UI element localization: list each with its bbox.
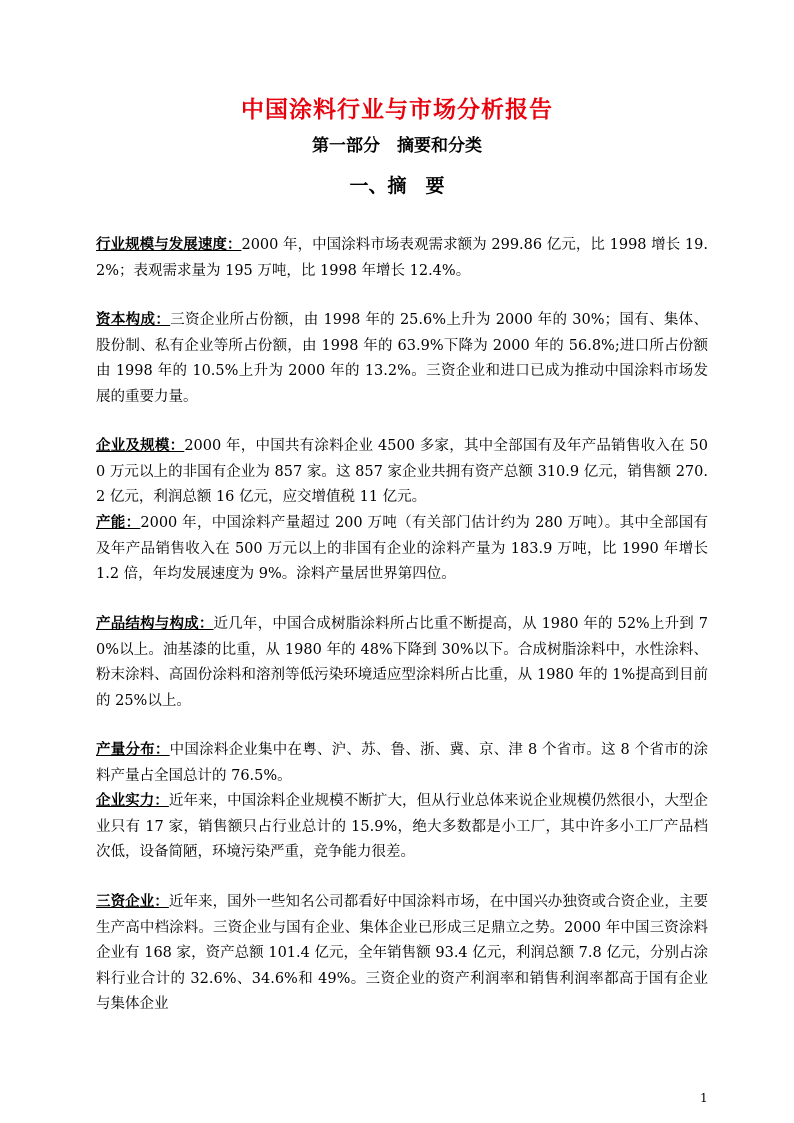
paragraph-foreign-enterprises [96, 889, 708, 1018]
paragraph-label: 产能： [96, 514, 141, 531]
paragraph-label: 企业实力： [96, 792, 169, 809]
paragraph-label: 行业规模与发展速度： [96, 236, 242, 253]
paragraph-text: 近年来，国外一些知名公司都看好中国涂料市场，在中国兴办独资或合资企业，主要生产高中档涂料。三资企业与国有企业、集体企业已形成三足鼎立之势。2000 年中国三资涂料企业有 168 家，资产总额 101.4 亿元，全年销售额 93.4 亿元，利润总额 7.8 亿元，分别占涂料行业合计的 32.6%、34.6%和 49%。三资企业的资产利润率和销售利润率都高于国有企业与集体企业 [96, 894, 709, 1012]
paragraph-capital-structure [96, 307, 708, 410]
paragraph-text: 近几年，中国合成树脂涂料所占比重不断提高，从 1980 年的 52%上升到 70%以上。油基漆的比重，从 1980 年的 48%下降到 30%以下。合成树脂涂料中，水性涂料、粉末涂料、高固份涂料和溶剂等低污染环境适应型涂料所占比重，从 1980 年的 1%提高到目前的 25%以上。 [96, 616, 708, 709]
paragraph-enterprise-strength [96, 788, 708, 866]
paragraph-text: 近年来，中国涂料企业规模不断扩大，但从行业总体来说企业规模仍然很小，大型企业只有 17 家，销售额只占行业总计的 15.9%，绝大多数都是小工厂，其中许多小工厂产品档次低，设备简陋，环境污染严重，竞争能力很差。 [96, 793, 709, 860]
page-number: 1 [700, 1091, 708, 1105]
paragraph-product-structure [96, 611, 708, 714]
paragraph-output-distribution [96, 737, 708, 789]
part-heading: 第一部分 摘要和分类 [312, 136, 482, 156]
paragraph-label: 企业及规模： [96, 437, 185, 454]
paragraph-text: 2000 年，中国涂料市场表观需求额为 299.86 亿元，比 1998 增长 19.2%；表观需求量为 195 万吨，比 1998 年增长 12.4%。 [96, 237, 708, 279]
paragraph-text: 2000 年，中国涂料产量超过 200 万吨（有关部门估计约为 280 万吨）。其中全部国有及年产品销售收入在 500 万元以上的非国有企业的涂料产量为 183.9 万吨，比 1990 年增长 1.2 倍，年均发展速度为 9%。涂料产量居世界第四位。 [96, 515, 709, 582]
section-heading: 一、摘 要 [349, 175, 445, 197]
paragraph-text: 三资企业所占份额，由 1998 年的 25.6%上升为 2000 年的 30%；国有、集体、股份制、私有企业等所占份额，由 1998 年的 63.9%下降为 2000 年的 56.8%;进口所占份额由 1998 年的 10.5%上升为 2000 年的 13.2%。三资企业和进口已成为推动中国涂料市场发展的重要力量。 [96, 312, 709, 405]
paragraph-text: 2000 年，中国共有涂料企业 4500 多家，其中全部国有及年产品销售收入在 500 万元以上的非国有企业为 857 家。这 857 家企业共拥有资产总额 310.9 亿元，销售额 270.2 亿元，利润总额 16 亿元，应交增值税 11 亿元。 [96, 438, 708, 505]
document-title: 中国涂料行业与市场分析报告 [241, 97, 553, 123]
paragraph-label: 产量分布： [96, 741, 170, 758]
paragraph-text: 中国涂料企业集中在粤、沪、苏、鲁、浙、冀、京、津 8 个省市。这 8 个省市的涂料产量占全国总计的 76.5%。 [96, 742, 709, 784]
paragraph-label: 资本构成： [96, 311, 171, 328]
paragraph-enterprise-scale [96, 433, 708, 511]
paragraph-label: 产品结构与构成： [96, 615, 214, 632]
paragraph-label: 三资企业： [96, 893, 169, 910]
paragraph-capacity [96, 510, 708, 588]
paragraph-industry-scale [96, 232, 708, 284]
